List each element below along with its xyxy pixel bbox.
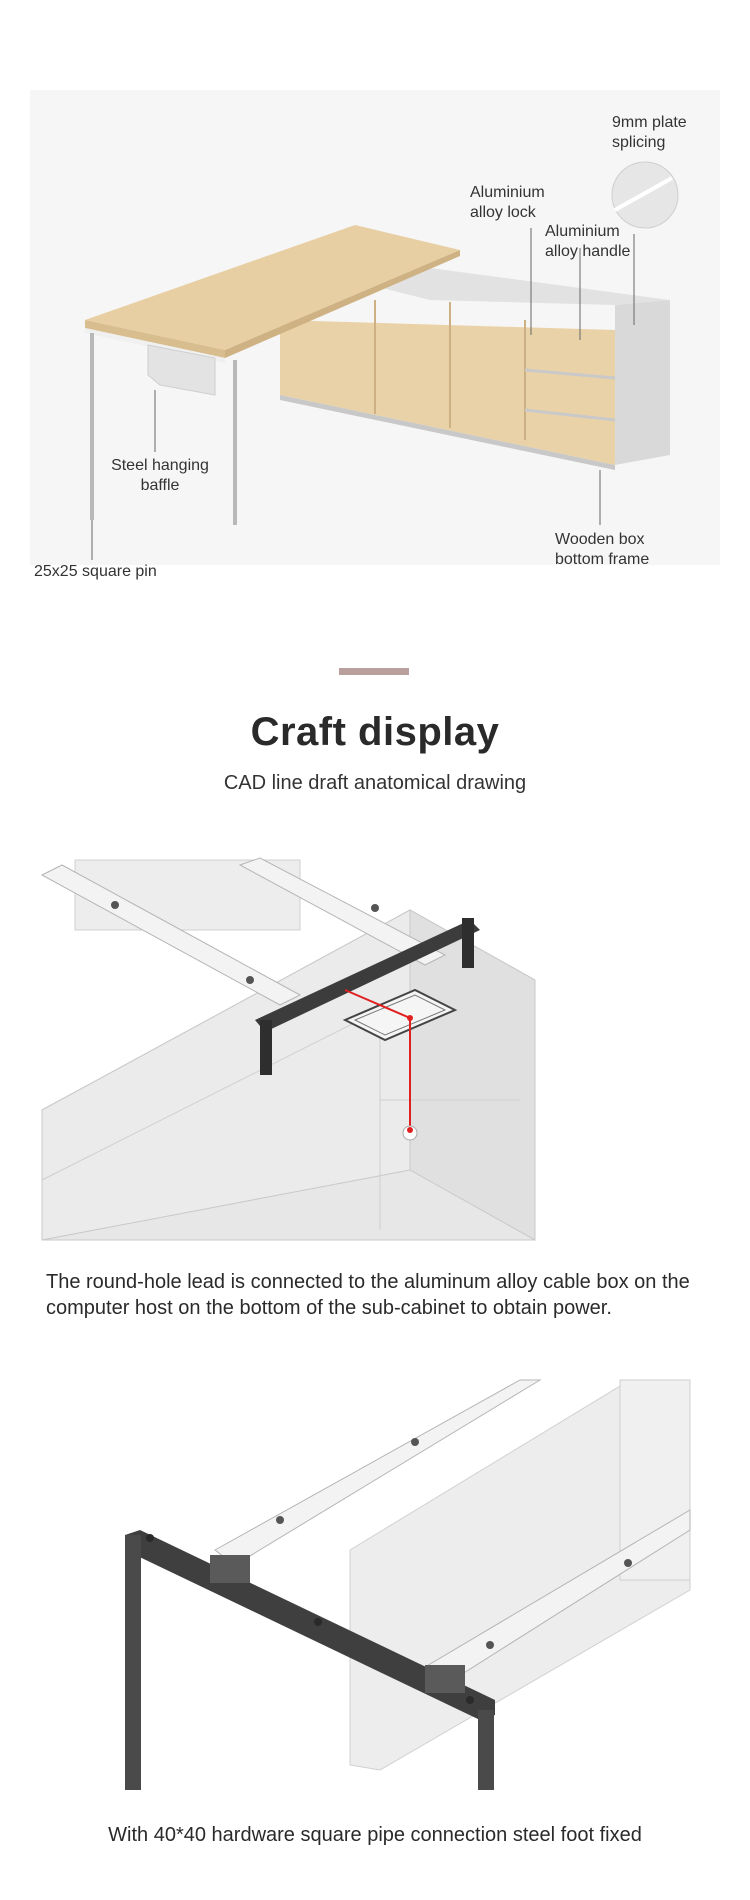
callout-alloy-handle xyxy=(545,222,630,262)
callout-square-pin: 25x25 square pin xyxy=(34,563,157,580)
callout-text: alloy lock xyxy=(470,204,536,221)
callout-text: 9mm plate xyxy=(612,114,687,131)
callout-box-frame xyxy=(555,530,649,570)
callout-plate-splicing xyxy=(612,113,687,153)
callout-text: bottom frame xyxy=(555,551,650,568)
callout-text: Wooden box xyxy=(555,531,645,548)
cad-drawing-steel-foot xyxy=(0,1370,750,1790)
callout-text: alloy handle xyxy=(545,243,631,260)
callout-text: Aluminium xyxy=(545,223,620,240)
detail-description: The round-hole lead is connected to the aluminum alloy cable box on the computer host on the bottom of the sub-cabinet to obtain power. xyxy=(46,1271,690,1319)
callout-text: splicing xyxy=(612,134,666,151)
section-subtitle: CAD line draft anatomical drawing xyxy=(223,772,527,794)
callout-alloy-lock xyxy=(470,183,545,223)
section-divider xyxy=(339,668,409,675)
callout-text: baffle xyxy=(140,477,180,494)
callout-text: Steel hanging xyxy=(111,457,209,474)
cad-drawing-cable-box xyxy=(0,850,750,1250)
desk-illustration xyxy=(0,0,750,600)
detail-caption: With 40*40 hardware square pipe connection steel foot fixed xyxy=(108,1824,642,1846)
callout-hanging-baffle xyxy=(105,456,215,496)
section-title: Craft display xyxy=(250,710,500,754)
callout-text: Aluminium xyxy=(470,184,545,201)
